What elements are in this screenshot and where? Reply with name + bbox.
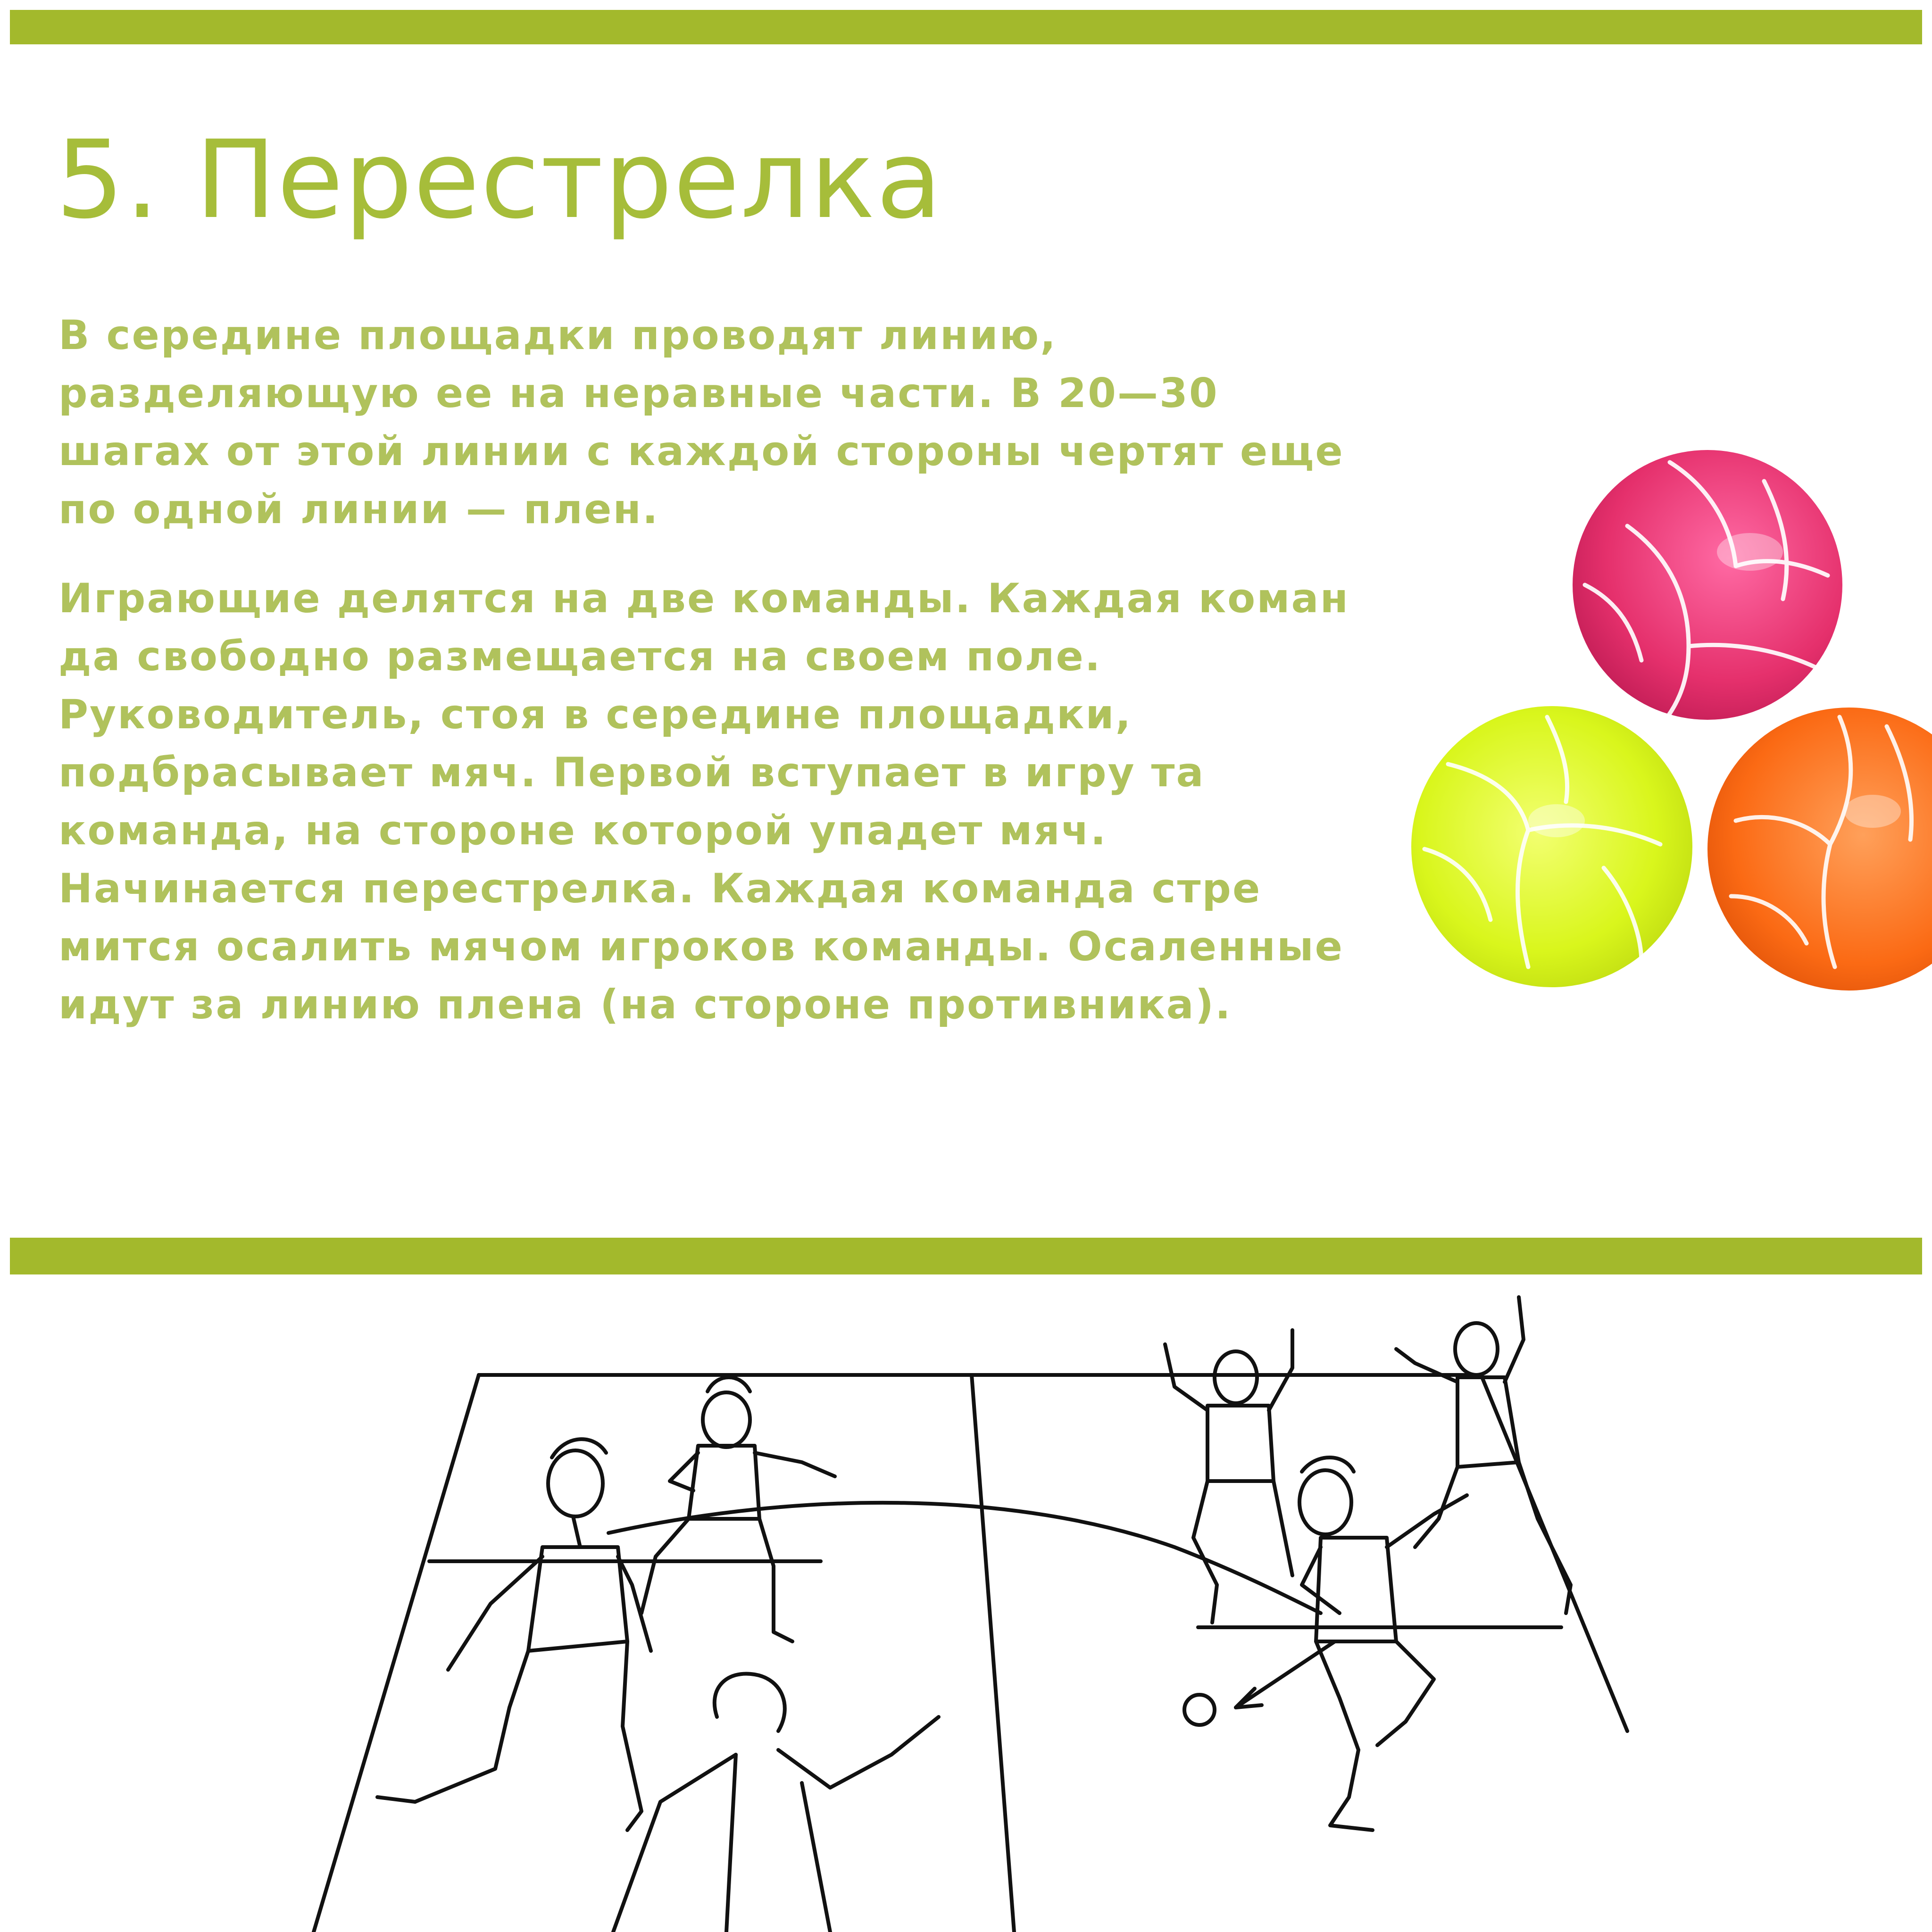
ball-icon: [1184, 1695, 1215, 1725]
text-line: по одной линии — плен.: [58, 486, 659, 533]
ball-trajectory: [608, 1503, 1335, 1707]
text-line: Играющие делятся на две команды. Каждая коман: [58, 575, 1350, 622]
text-line: Руководитель, стоя в середине площадки,: [58, 691, 1133, 738]
court-lines: [314, 1375, 1627, 1932]
middle-accent-bar: [10, 1238, 1922, 1274]
player-jumping-icon: [1396, 1297, 1571, 1613]
text-line: идут за линию плена (на стороне противника).: [58, 981, 1232, 1028]
orange-volleyball-icon: [1707, 708, 1932, 991]
text-line: В середине площадки проводят линию,: [58, 312, 1057, 359]
text-line: мится осалить мячом игроков команды. Осаленные: [58, 923, 1344, 970]
lime-volleyball-icon: [1411, 706, 1692, 987]
top-accent-bar: [10, 10, 1922, 44]
text-line: да свободно размещается на своем поле.: [58, 633, 1102, 680]
player-thrower-icon: [377, 1439, 651, 1830]
text-line: Начинается перестрелка. Каждая команда стре: [58, 865, 1262, 912]
player-pointing-icon: [613, 1674, 939, 1932]
text-line: команда, на стороне которой упадет мяч.: [58, 807, 1108, 854]
court-drawing-illustration: [0, 1283, 1932, 1932]
text-line: подбрасывает мяч. Первой вступает в игру та: [58, 749, 1205, 796]
text-line: шагах от этой линии с каждой стороны чертят еще: [58, 428, 1344, 475]
slide-title: 5. Перестрелка: [56, 117, 943, 242]
volleyballs-illustration: [1406, 443, 1932, 1033]
paragraph-court-lines: [58, 307, 1398, 539]
slide-body: [58, 307, 1398, 1065]
pink-volleyball-icon: [1573, 450, 1842, 720]
text-line: разделяющую ее на неравные части. В 20—30: [58, 370, 1219, 417]
paragraph-game-rules: [58, 570, 1398, 1034]
